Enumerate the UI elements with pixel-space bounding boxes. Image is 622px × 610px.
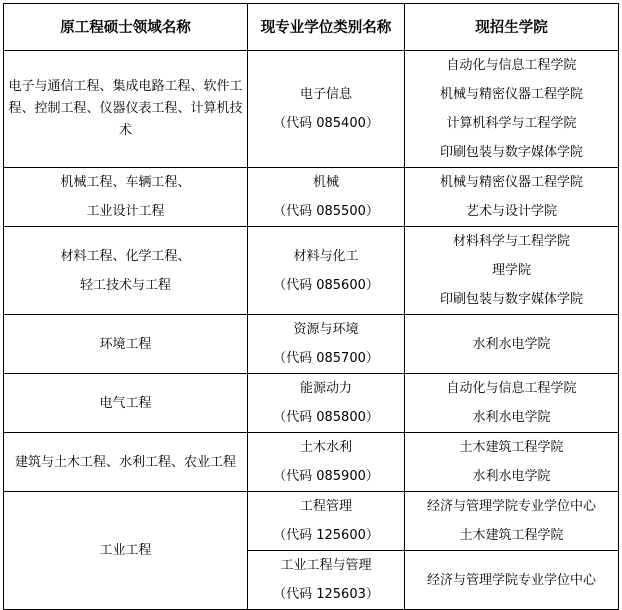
college-name: 印刷包装与数字媒体学院 [439,292,583,307]
degree-category-cell [248,315,405,374]
college-name: 计算机科学与工程学院 [446,116,577,131]
college-name: 水利水电学院 [472,336,551,352]
old-field-cell [4,51,248,168]
college-name: 理学院 [491,263,531,278]
old-field-cell [4,168,248,227]
table-row [4,168,619,227]
old-field-text: 工业工程 [99,543,152,558]
college-name: 印刷包装与数字媒体学院 [439,145,583,160]
college-cell [405,51,619,168]
degree-name: 工业工程与管理 [280,558,372,573]
college-name: 土木建筑工程学院 [459,528,564,543]
degree-code: （代码 085800） [273,410,379,425]
college-name: 自动化与信息工程学院 [446,58,577,73]
old-field-text: 电子与通信工程、集成电路工程、软件工程、控制工程、仪器仪表工程、计算机技术 [8,79,243,138]
degree-category-cell [248,492,405,551]
old-field-text: 电气工程 [99,395,152,411]
degree-name: 工程管理 [299,499,352,514]
degree-name: 资源与环境 [293,322,359,337]
table-row [4,433,619,492]
college-cell [405,168,619,227]
degree-name: 材料与化工 [293,248,359,264]
table-row [4,315,619,374]
degree-name: 土木水利 [299,440,352,455]
old-field-cell [4,433,248,492]
degree-category-cell [248,374,405,433]
degree-code: （代码 125600） [273,528,379,543]
old-field-cell [4,227,248,315]
old-field-text: 环境工程 [99,336,152,352]
college-name: 艺术与设计学院 [465,204,557,219]
table-row [4,374,619,433]
degree-code: （代码 085700） [273,351,379,366]
degree-category-cell [248,433,405,492]
old-field-cell [4,374,248,433]
old-field-text: 材料工程、化学工程、 [60,248,191,264]
table-row [4,492,619,551]
college-cell [405,374,619,433]
degree-category-cell [248,168,405,227]
college-name: 水利水电学院 [472,469,551,484]
degree-category-cell [248,551,405,610]
college-name: 自动化与信息工程学院 [446,381,577,396]
degree-code: （代码 085400） [273,116,379,131]
degree-code: （代码 125603） [273,587,379,602]
college-name: 经济与管理学院专业学位中心 [426,572,596,588]
college-cell [405,315,619,374]
college-name: 材料科学与工程学院 [452,234,570,249]
college-name: 机械与精密仪器工程学院 [439,175,583,190]
degree-code: （代码 085500） [273,204,379,219]
college-cell [405,227,619,315]
degree-code: （代码 085900） [273,469,379,484]
college-cell [405,433,619,492]
table-row [4,227,619,315]
degree-name: 能源动力 [299,381,352,396]
college-cell [405,551,619,610]
header-old-field: 原工程硕士领域名称 [4,4,248,51]
old-field-text: 机械工程、车辆工程、 [60,175,191,190]
old-field-cell [4,492,248,610]
old-field-text: 轻工技术与工程 [79,277,171,293]
degree-name: 机械 [312,175,339,190]
college-name: 机械与精密仪器工程学院 [439,87,583,102]
degree-code: （代码 085600） [273,277,379,293]
table-row [4,51,619,168]
college-name: 土木建筑工程学院 [459,440,564,455]
college-name: 经济与管理学院专业学位中心 [426,499,596,514]
old-field-text: 建筑与土木工程、水利工程、农业工程 [14,454,236,470]
college-cell [405,492,619,551]
old-field-text: 工业设计工程 [86,204,165,219]
college-name: 水利水电学院 [472,410,551,425]
header-degree-category: 现专业学位类别名称 [248,4,405,51]
major-mapping-table [3,3,619,610]
old-field-cell [4,315,248,374]
degree-name: 电子信息 [299,87,352,102]
degree-category-cell [248,227,405,315]
header-college: 现招生学院 [405,4,619,51]
table-header-row [4,4,619,51]
degree-category-cell [248,51,405,168]
